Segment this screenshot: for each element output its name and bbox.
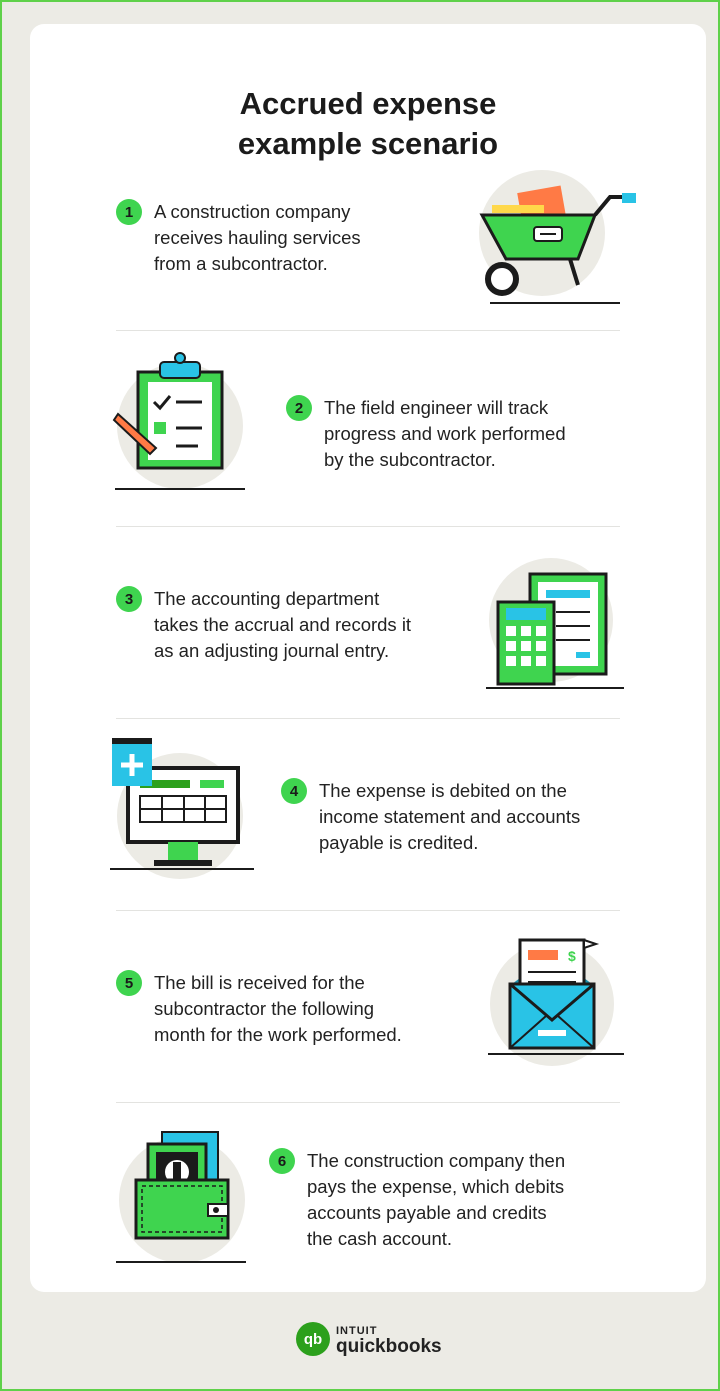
step-2 xyxy=(286,395,566,473)
step-number-badge: 1 xyxy=(116,199,142,225)
clipboard-checklist-icon xyxy=(110,344,260,494)
step-number-badge: 3 xyxy=(116,586,142,612)
wheelbarrow-icon xyxy=(470,167,640,307)
step-text: The construction company then pays the expense, which debits accounts payable and credits the cash account. xyxy=(307,1150,566,1249)
calculator-ledger-icon xyxy=(476,552,626,692)
wallet-cash-icon xyxy=(112,1122,262,1272)
divider xyxy=(116,526,620,527)
divider xyxy=(116,1102,620,1103)
intuit-quickbooks-logo xyxy=(296,1322,442,1356)
step-number-badge: 4 xyxy=(281,778,307,804)
svg-text:$: $ xyxy=(568,948,576,964)
logo-wordmark xyxy=(336,1324,442,1357)
step-3 xyxy=(116,586,411,664)
quickbooks-logo-icon: qb xyxy=(296,1322,330,1356)
step-4 xyxy=(281,778,580,856)
divider xyxy=(116,330,620,331)
step-number-badge: 5 xyxy=(116,970,142,996)
logo-brand: INTUIT xyxy=(336,1325,378,1337)
page-title: Accrued expense example scenario xyxy=(237,86,499,161)
envelope-bill-icon xyxy=(476,934,626,1074)
step-5 xyxy=(116,970,402,1048)
step-text: The bill is received for the subcontractor the following month for the work performed. xyxy=(154,972,402,1045)
logo-product: quickbooks xyxy=(336,1336,442,1357)
divider xyxy=(116,718,620,719)
infographic-card xyxy=(30,24,706,1292)
computer-monitor-icon xyxy=(104,734,264,884)
step-text: The expense is debited on the income statement and accounts payable is credited. xyxy=(319,780,581,853)
step-6 xyxy=(269,1148,565,1252)
step-text: The accounting department takes the accrual and records it as an adjusting journal entry. xyxy=(154,588,412,661)
divider xyxy=(116,910,620,911)
step-text: The field engineer will track progress and work performed by the subcontractor. xyxy=(324,397,566,470)
step-text: A construction company receives hauling services from a subcontractor. xyxy=(154,201,361,274)
step-number-badge: 6 xyxy=(269,1148,295,1174)
step-number-badge: 2 xyxy=(286,395,312,421)
step-1 xyxy=(116,199,361,277)
